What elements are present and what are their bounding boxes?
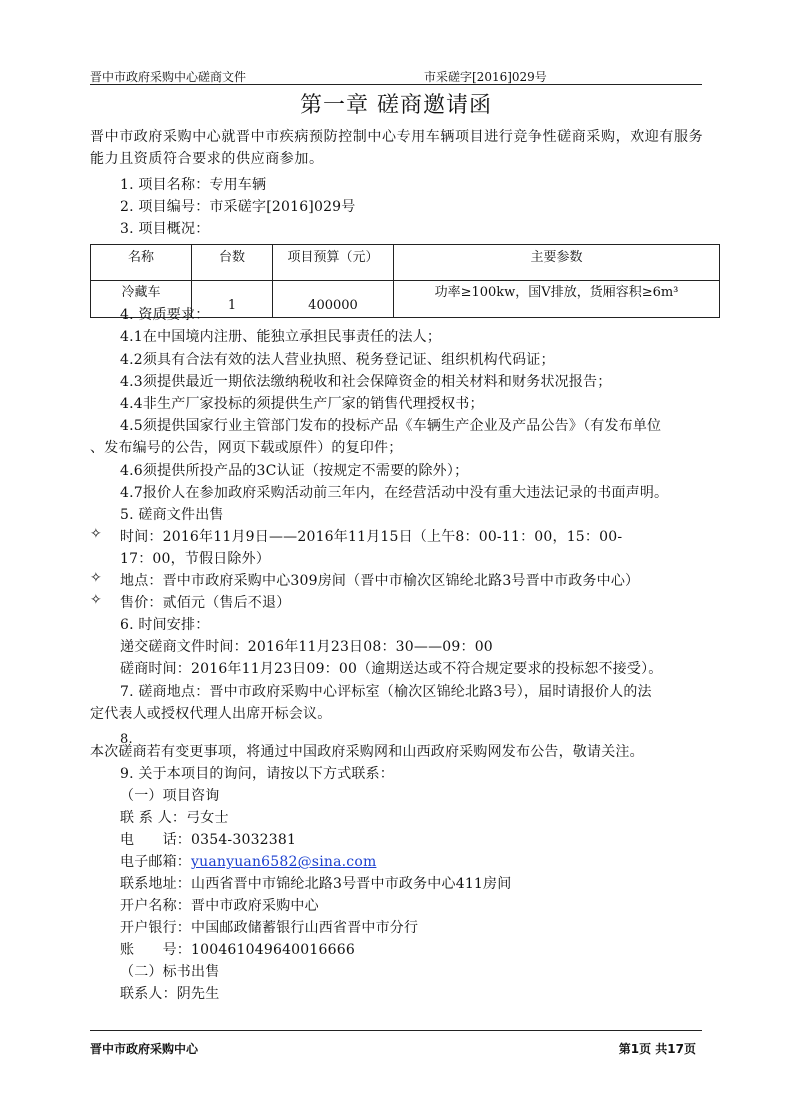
table-header-cell: 台数 [192,245,273,281]
qualifications-heading: 4. 资质要求： [120,307,210,323]
contact-phone: 电 话：0354-3032381 [120,832,297,848]
contact-subheading-consult: （一）项目咨询 [120,788,220,804]
contact-account-number: 账 号：100461049640016666 [120,942,355,958]
contact-subheading-sale: （二）标书出售 [120,964,220,980]
qualification-item-continued: 、发布编号的公告，网页下载或原件）的复印件； [90,440,403,456]
sale-time-continued: 17：00，节假日除外） [120,551,271,567]
contact-email-link[interactable]: yuanyuan6582@sina.com [191,854,377,870]
notice-number: 8. [120,732,133,747]
project-number: 2. 项目编号：市采磋字[2016]029号 [120,199,356,215]
table-cell-params: 功率≥100kw，国Ⅴ排放，货厢容积≥6m³ [394,281,720,318]
sale-heading: 5. 磋商文件出售 [120,507,224,523]
contact-email-row [120,851,376,871]
intro-paragraph: 晋中市政府采购中心就晋中市疾病预防控制中心专用车辆项目进行竞争性磋商采购，欢迎有服务能力且资质符合要求的供应商参加。 [90,129,704,167]
contact-address: 联系地址：山西省晋中市锦纶北路3号晋中市政务中心411房间 [120,876,512,892]
footer-left: 晋中市政府采购中心 [90,1042,199,1056]
contact-person: 联 系 人：弓女士 [120,810,229,826]
schedule-heading: 6. 时间安排： [120,617,210,633]
qualification-item: 4.2须具有合法有效的法人营业执照、税务登记证、组织机构代码证； [120,352,555,368]
footer-rule [90,1030,702,1031]
bullet-icon: ✧ [90,592,102,608]
footer-page-number: 第1页 共17页 [618,1042,696,1056]
bullet-icon: ✧ [90,526,102,542]
qualification-item: 4.7报价人在参加政府采购活动前三年内，在经营活动中没有重大违法记录的书面声明。 [120,485,669,501]
header-rule [90,84,702,85]
contact-heading: 9. 关于本项目的询问，请按以下方式联系： [120,766,395,782]
header-left: 晋中市政府采购中心磋商文件 [90,70,247,84]
table-cell-name: 冷藏车 [91,281,192,318]
bullet-icon: ✧ [90,570,102,586]
qualification-item: 4.1在中国境内注册、能独立承担民事责任的法人； [120,329,442,345]
contact-account-name: 开户名称：晋中市政府采购中心 [120,898,319,914]
table-header-cell: 项目预算（元） [273,245,394,281]
schedule-consult: 磋商时间：2016年11月23日09：00（逾期送达或不符合规定要求的投标恕不接受）。 [120,661,663,677]
contact-email-label: 电子邮箱： [120,854,191,870]
project-name: 1. 项目名称：专用车辆 [120,177,267,193]
qualification-item: 4.6须提供所投产品的3C认证（按规定不需要的除外）； [120,463,469,479]
header-right: 市采磋字[2016]029号 [424,70,547,84]
venue-line: 7. 磋商地点：晋中市政府采购中心评标室（榆次区锦纶北路3号），届时请报价人的法 [120,684,652,700]
sale-price: 售价：贰佰元（售后不退） [120,595,291,611]
venue-line-continued: 定代表人或授权代理人出席开标会议。 [90,706,332,722]
table-header-cell: 名称 [91,245,192,281]
contact-bank: 开户银行：中国邮政储蓄银行山西省晋中市分行 [120,920,419,936]
table-header-row [91,245,720,281]
page-title: 第一章 磋商邀请函 [300,93,492,118]
table-cell-budget: 400000 [273,281,394,318]
qualification-item: 4.5须提供国家行业主管部门发布的投标产品《车辆生产企业及产品公告》（有发布单位 [120,418,662,434]
sale-place: 地点：晋中市政府采购中心309房间（晋中市榆次区锦纶北路3号晋中市政务中心） [120,573,640,589]
contact-person-sale: 联系人：阴先生 [120,986,220,1002]
table-header-cell: 主要参数 [394,245,720,281]
qualification-item: 4.4非生产厂家投标的须提供生产厂家的销售代理授权书； [120,396,484,412]
sale-time: 时间：2016年11月9日——2016年11月15日（上午8：00-11：00，15：00- [120,529,623,545]
table-cell-quantity: 1 [192,281,273,318]
schedule-submit: 递交磋商文件时间：2016年11月23日08：30——09：00 [120,639,493,655]
notice-text: 本次磋商若有变更事项，将通过中国政府采购网和山西政府采购网发布公告，敬请关注。 [90,744,644,760]
project-overview-label: 3. 项目概况： [120,221,210,237]
qualification-item: 4.3须提供最近一期依法缴纳税收和社会保障资金的相关材料和财务状况报告； [120,374,612,390]
